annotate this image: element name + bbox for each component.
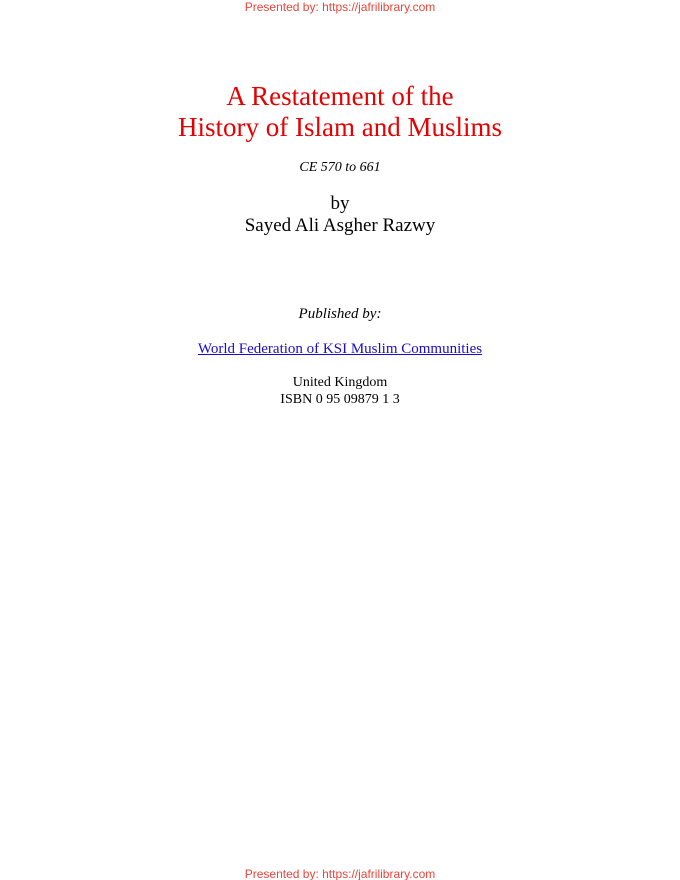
publisher-link[interactable]: World Federation of KSI Muslim Communities (197, 341, 483, 357)
book-subtitle: CE 570 to 661 (299, 160, 381, 175)
by-label: by (330, 193, 350, 214)
header-banner: Presented by: https://jafrilibrary.com (244, 0, 436, 14)
published-by-label: Published by: (298, 306, 382, 322)
book-title (0, 81, 680, 143)
book-title-line-2: History of Islam and Muslims (178, 112, 502, 142)
author-name: Sayed Ali Asgher Razwy (244, 215, 436, 236)
footer-banner: Presented by: https://jafrilibrary.com (244, 867, 436, 880)
book-title-line-1: A Restatement of the (226, 81, 454, 111)
publisher-line (0, 340, 680, 358)
publisher-country: United Kingdom (292, 375, 388, 390)
isbn-number: ISBN 0 95 09879 1 3 (280, 392, 400, 407)
